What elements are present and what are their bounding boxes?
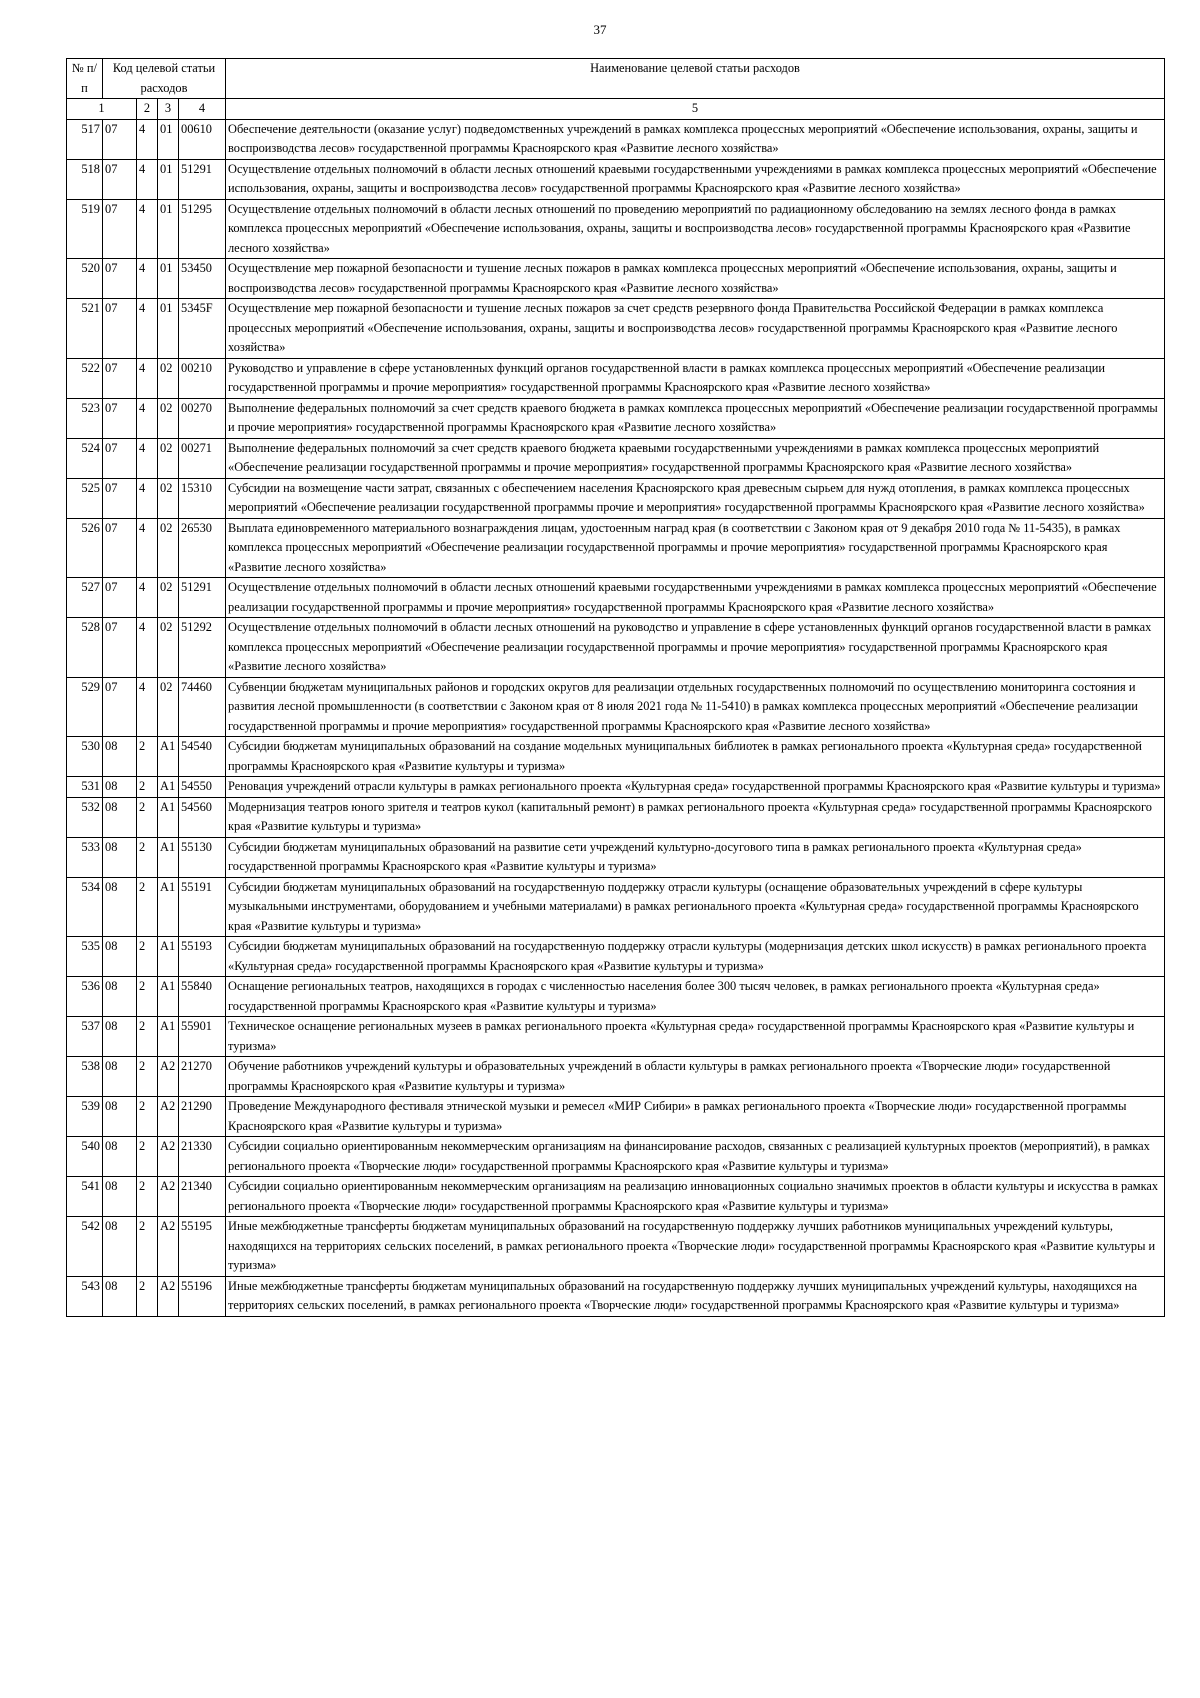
row-number: 540 <box>67 1137 103 1177</box>
code-direction: 54540 <box>179 737 226 777</box>
code-subprogram: 2 <box>137 1137 158 1177</box>
code-direction: 00270 <box>179 398 226 438</box>
table-row <box>67 877 1165 937</box>
row-number: 524 <box>67 438 103 478</box>
row-number: 531 <box>67 777 103 798</box>
code-subprogram: 4 <box>137 618 158 678</box>
code-program: 08 <box>103 1276 137 1316</box>
column-number-3: 3 <box>158 99 179 120</box>
code-subprogram: 4 <box>137 159 158 199</box>
col-code-header: Код целевой статьи расходов <box>103 59 226 99</box>
code-direction: 51291 <box>179 159 226 199</box>
code-event: 02 <box>158 438 179 478</box>
code-direction: 55130 <box>179 837 226 877</box>
table-row <box>67 518 1165 578</box>
expense-description: Руководство и управление в сфере установленных функций органов государственной власти в рамках комплекса процессных мероприятий «Обеспечение реализации государственной программы и прочие мероприятия» государственной программы Красноярского края «Развитие лесного хозяйства» <box>226 358 1165 398</box>
code-program: 07 <box>103 199 137 259</box>
code-program: 07 <box>103 438 137 478</box>
code-direction: 55191 <box>179 877 226 937</box>
code-subprogram: 4 <box>137 518 158 578</box>
row-number: 530 <box>67 737 103 777</box>
code-direction: 00210 <box>179 358 226 398</box>
expense-description: Субсидии бюджетам муниципальных образований на государственную поддержку отрасли культуры (оснащение образовательных учреждений в сфере культуры музыкальными инструментами, оборудованием и учебными материалами) в рамках регионального проекта «Культурная среда» государственной программы Красноярского края «Развитие культуры и туризма» <box>226 877 1165 937</box>
code-program: 08 <box>103 1097 137 1137</box>
code-event: 02 <box>158 677 179 737</box>
code-program: 07 <box>103 478 137 518</box>
row-number: 532 <box>67 797 103 837</box>
code-subprogram: 2 <box>137 1017 158 1057</box>
code-subprogram: 2 <box>137 1276 158 1316</box>
code-subprogram: 4 <box>137 358 158 398</box>
expense-description: Осуществление отдельных полномочий в области лесных отношений краевыми государственными учреждениями в рамках комплекса процессных мероприятий «Обеспечение использования, охраны, защиты и воспроизводства лесов» государственной программы Красноярского края «Развитие лесного хозяйства» <box>226 159 1165 199</box>
expense-description: Оснащение региональных театров, находящихся в городах с численностью населения более 300 тысяч человек, в рамках регионального проекта «Культурная среда» государственной программы Красноярского края «Развитие культуры и туризма» <box>226 977 1165 1017</box>
code-direction: 55840 <box>179 977 226 1017</box>
row-number: 518 <box>67 159 103 199</box>
expense-description: Осуществление мер пожарной безопасности и тушение лесных пожаров за счет средств резервного фонда Правительства Российской Федерации в рамках комплекса процессных мероприятий «Обеспечение использования, охраны, защиты и воспроизводства лесов» государственной программы Красноярского края «Развитие лесного хозяйства» <box>226 299 1165 359</box>
col-name-header: Наименование целевой статьи расходов <box>226 59 1165 99</box>
code-direction: 54550 <box>179 777 226 798</box>
table-row <box>67 259 1165 299</box>
row-number: 522 <box>67 358 103 398</box>
code-event: А2 <box>158 1177 179 1217</box>
expense-description: Обеспечение деятельности (оказание услуг) подведомственных учреждений в рамках комплекса процессных мероприятий «Обеспечение использования, охраны, защиты и воспроизводства лесов» государственной программы Красноярского края «Развитие лесного хозяйства» <box>226 119 1165 159</box>
code-event: А1 <box>158 837 179 877</box>
code-program: 08 <box>103 797 137 837</box>
table-row <box>67 578 1165 618</box>
code-event: 01 <box>158 259 179 299</box>
code-subprogram: 4 <box>137 478 158 518</box>
code-event: А1 <box>158 977 179 1017</box>
code-direction: 21330 <box>179 1137 226 1177</box>
expense-description: Осуществление отдельных полномочий в области лесных отношений по проведению мероприятий по радиационному обследованию на землях лесного фонда в рамках комплекса процессных мероприятий «Обеспечение использования, охраны, защиты и воспроизводства лесов» государственной программы Красноярского края «Развитие лесного хозяйства» <box>226 199 1165 259</box>
code-program: 07 <box>103 159 137 199</box>
table-row <box>67 797 1165 837</box>
expense-description: Субсидии социально ориентированным некоммерческим организациям на реализацию инновационных социально значимых проектов в области культуры и искусства в рамках регионального проекта «Творческие люди» государственной программы Красноярского края «Развитие культуры и туризма» <box>226 1177 1165 1217</box>
code-subprogram: 4 <box>137 398 158 438</box>
expense-description: Модернизация театров юного зрителя и театров кукол (капитальный ремонт) в рамках регионального проекта «Культурная среда» государственной программы Красноярского края «Развитие культуры и туризма» <box>226 797 1165 837</box>
expense-description: Техническое оснащение региональных музеев в рамках регионального проекта «Культурная среда» государственной программы Красноярского края «Развитие культуры и туризма» <box>226 1017 1165 1057</box>
code-direction: 55193 <box>179 937 226 977</box>
table-row <box>67 1057 1165 1097</box>
row-number: 517 <box>67 119 103 159</box>
expense-description: Выполнение федеральных полномочий за счет средств краевого бюджета краевыми государственными учреждениями в рамках комплекса процессных мероприятий «Обеспечение реализации государственной программы и прочие мероприятия» государственной программы Красноярского края «Развитие лесного хозяйства» <box>226 438 1165 478</box>
code-program: 07 <box>103 518 137 578</box>
table-row <box>67 1276 1165 1316</box>
code-program: 07 <box>103 259 137 299</box>
table-row <box>67 977 1165 1017</box>
expense-description: Иные межбюджетные трансферты бюджетам муниципальных образований на государственную поддержку лучших работников муниципальных учреждений культуры, находящихся на территориях сельских поселений, в рамках регионального проекта «Творческие люди» государственной программы Красноярского края «Развитие культуры и туризма» <box>226 1217 1165 1277</box>
row-number: 521 <box>67 299 103 359</box>
code-subprogram: 4 <box>137 438 158 478</box>
row-number: 538 <box>67 1057 103 1097</box>
code-program: 08 <box>103 1217 137 1277</box>
row-number: 542 <box>67 1217 103 1277</box>
code-direction: 55196 <box>179 1276 226 1316</box>
code-event: А1 <box>158 1017 179 1057</box>
expense-description: Субсидии бюджетам муниципальных образований на создание модельных муниципальных библиотек в рамках регионального проекта «Культурная среда» государственной программы Красноярского края «Развитие культуры и туризма» <box>226 737 1165 777</box>
column-number-1: 1 <box>67 99 137 120</box>
row-number: 520 <box>67 259 103 299</box>
row-number: 541 <box>67 1177 103 1217</box>
code-subprogram: 2 <box>137 1177 158 1217</box>
table-row <box>67 398 1165 438</box>
col-no-header: № п/п <box>67 59 103 99</box>
code-subprogram: 4 <box>137 259 158 299</box>
code-event: 01 <box>158 199 179 259</box>
expense-description: Осуществление мер пожарной безопасности и тушение лесных пожаров в рамках комплекса процессных мероприятий «Обеспечение использования, охраны, защиты и воспроизводства лесов» государственной программы Красноярского края «Развитие лесного хозяйства» <box>226 259 1165 299</box>
row-number: 523 <box>67 398 103 438</box>
row-number: 525 <box>67 478 103 518</box>
code-program: 07 <box>103 398 137 438</box>
code-subprogram: 2 <box>137 877 158 937</box>
code-program: 07 <box>103 677 137 737</box>
code-subprogram: 4 <box>137 299 158 359</box>
code-subprogram: 2 <box>137 797 158 837</box>
column-number-5: 5 <box>226 99 1165 120</box>
code-program: 07 <box>103 578 137 618</box>
table-body <box>67 119 1165 1316</box>
code-program: 07 <box>103 618 137 678</box>
code-direction: 74460 <box>179 677 226 737</box>
expense-description: Реновация учреждений отрасли культуры в рамках регионального проекта «Культурная среда» государственной программы Красноярского края «Развитие культуры и туризма» <box>226 777 1165 798</box>
code-subprogram: 2 <box>137 837 158 877</box>
target-expense-table <box>66 58 1165 1317</box>
code-event: А1 <box>158 877 179 937</box>
column-number-4: 4 <box>179 99 226 120</box>
code-direction: 5345F <box>179 299 226 359</box>
code-program: 08 <box>103 977 137 1017</box>
table-row <box>67 618 1165 678</box>
page-number: 37 <box>593 22 607 37</box>
row-number: 537 <box>67 1017 103 1057</box>
table-row <box>67 837 1165 877</box>
code-event: 01 <box>158 159 179 199</box>
code-event: А2 <box>158 1097 179 1137</box>
code-program: 08 <box>103 1057 137 1097</box>
code-direction: 21340 <box>179 1177 226 1217</box>
row-number: 529 <box>67 677 103 737</box>
code-direction: 55195 <box>179 1217 226 1277</box>
code-subprogram: 4 <box>137 578 158 618</box>
code-event: 02 <box>158 518 179 578</box>
code-event: 01 <box>158 119 179 159</box>
table-row <box>67 1177 1165 1217</box>
expense-description: Субсидии бюджетам муниципальных образований на развитие сети учреждений культурно-досугового типа в рамках регионального проекта «Культурная среда» государственной программы Красноярского края «Развитие культуры и туризма» <box>226 837 1165 877</box>
code-subprogram: 4 <box>137 119 158 159</box>
code-program: 08 <box>103 1017 137 1057</box>
row-number: 533 <box>67 837 103 877</box>
row-number: 519 <box>67 199 103 259</box>
table-row <box>67 677 1165 737</box>
code-program: 08 <box>103 737 137 777</box>
code-event: 01 <box>158 299 179 359</box>
expense-description: Иные межбюджетные трансферты бюджетам муниципальных образований на государственную поддержку лучших муниципальных учреждений культуры, находящихся на территориях сельских поселений, в рамках регионального проекта «Творческие люди» государственной программы Красноярского края «Развитие культуры и туризма» <box>226 1276 1165 1316</box>
code-direction: 55901 <box>179 1017 226 1057</box>
code-program: 08 <box>103 1177 137 1217</box>
column-number-2: 2 <box>137 99 158 120</box>
table-row <box>67 1217 1165 1277</box>
code-event: 02 <box>158 358 179 398</box>
code-event: 02 <box>158 578 179 618</box>
expense-description: Проведение Международного фестиваля этнической музыки и ремесел «МИР Сибири» в рамках регионального проекта «Творческие люди» государственной программы Красноярского края «Развитие культуры и туризма» <box>226 1097 1165 1137</box>
table-row <box>67 358 1165 398</box>
code-direction: 51292 <box>179 618 226 678</box>
code-program: 08 <box>103 877 137 937</box>
row-number: 543 <box>67 1276 103 1316</box>
expense-description: Субсидии социально ориентированным некоммерческим организациям на финансирование расходов, связанных с реализацией культурных проектов (мероприятий), в рамках регионального проекта «Творческие люди» государственной программы Красноярского края «Развитие культуры и туризма» <box>226 1137 1165 1177</box>
code-direction: 15310 <box>179 478 226 518</box>
code-subprogram: 2 <box>137 937 158 977</box>
code-event: А2 <box>158 1137 179 1177</box>
code-direction: 51295 <box>179 199 226 259</box>
row-number: 536 <box>67 977 103 1017</box>
code-subprogram: 4 <box>137 199 158 259</box>
row-number: 539 <box>67 1097 103 1137</box>
code-subprogram: 2 <box>137 1097 158 1137</box>
code-event: А1 <box>158 937 179 977</box>
code-program: 07 <box>103 299 137 359</box>
code-event: 02 <box>158 398 179 438</box>
code-direction: 00271 <box>179 438 226 478</box>
code-subprogram: 2 <box>137 1057 158 1097</box>
code-event: А1 <box>158 797 179 837</box>
code-event: 02 <box>158 618 179 678</box>
row-number: 526 <box>67 518 103 578</box>
code-direction: 54560 <box>179 797 226 837</box>
table-row <box>67 1017 1165 1057</box>
code-event: А2 <box>158 1057 179 1097</box>
expense-description: Субсидии бюджетам муниципальных образований на государственную поддержку отрасли культуры (модернизация детских школ искусств) в рамках регионального проекта «Культурная среда» государственной программы Красноярского края «Развитие культуры и туризма» <box>226 937 1165 977</box>
table-row <box>67 737 1165 777</box>
code-event: 02 <box>158 478 179 518</box>
code-event: А2 <box>158 1217 179 1277</box>
code-subprogram: 2 <box>137 977 158 1017</box>
table-row <box>67 478 1165 518</box>
row-number: 528 <box>67 618 103 678</box>
table-row <box>67 1137 1165 1177</box>
code-program: 08 <box>103 937 137 977</box>
table-row <box>67 299 1165 359</box>
row-number: 534 <box>67 877 103 937</box>
table-row <box>67 159 1165 199</box>
column-number-row <box>67 99 1165 120</box>
row-number: 535 <box>67 937 103 977</box>
code-direction: 00610 <box>179 119 226 159</box>
table-row <box>67 199 1165 259</box>
expense-description: Субвенции бюджетам муниципальных районов и городских округов для реализации отдельных государственных полномочий по осуществлению мониторинга состояния и развития лесной промышленности (в соответствии с Законом края от 8 июля 2021 года № 11-5410) в рамках комплекса процессных мероприятий «Обеспечение реализации государственной программы и прочие мероприятия» государственной программы Красноярского края «Развитие лесного хозяйства» <box>226 677 1165 737</box>
code-program: 08 <box>103 1137 137 1177</box>
expense-description: Выполнение федеральных полномочий за счет средств краевого бюджета в рамках комплекса процессных мероприятий «Обеспечение реализации государственной программы и прочие мероприятия» государственной программы Красноярского края «Развитие лесного хозяйства» <box>226 398 1165 438</box>
code-direction: 53450 <box>179 259 226 299</box>
header-row <box>67 59 1165 99</box>
code-subprogram: 2 <box>137 737 158 777</box>
code-event: А2 <box>158 1276 179 1316</box>
code-subprogram: 4 <box>137 677 158 737</box>
table-row <box>67 777 1165 798</box>
expense-description: Осуществление отдельных полномочий в области лесных отношений краевыми государственными учреждениями в рамках комплекса процессных мероприятий «Обеспечение реализации государственной программы и прочие мероприятия» государственной программы Красноярского края «Развитие лесного хозяйства» <box>226 578 1165 618</box>
table-row <box>67 438 1165 478</box>
expense-description: Субсидии на возмещение части затрат, связанных с обеспечением населения Красноярского края древесным сырьем для нужд отопления, в рамках комплекса процессных мероприятий «Обеспечение реализации государственной программы прочие и мероприятия» государственной программы Красноярского края «Развитие лесного хозяйства» <box>226 478 1165 518</box>
table-row <box>67 119 1165 159</box>
table-row <box>67 1097 1165 1137</box>
code-program: 08 <box>103 777 137 798</box>
code-direction: 21270 <box>179 1057 226 1097</box>
code-program: 07 <box>103 358 137 398</box>
code-subprogram: 2 <box>137 1217 158 1277</box>
code-direction: 21290 <box>179 1097 226 1137</box>
row-number: 527 <box>67 578 103 618</box>
code-event: А1 <box>158 737 179 777</box>
code-direction: 51291 <box>179 578 226 618</box>
table-row <box>67 937 1165 977</box>
code-event: А1 <box>158 777 179 798</box>
code-program: 07 <box>103 119 137 159</box>
code-direction: 26530 <box>179 518 226 578</box>
code-program: 08 <box>103 837 137 877</box>
expense-description: Осуществление отдельных полномочий в области лесных отношений на руководство и управление в сфере установленных функций органов государственной власти в рамках комплекса процессных мероприятий «Обеспечение реализации государственной программы и прочие мероприятия» государственной программы Красноярского края «Развитие лесного хозяйства» <box>226 618 1165 678</box>
expense-description: Выплата единовременного материального вознаграждения лицам, удостоенным наград края (в соответствии с Законом края от 9 декабря 2010 года № 11-5435), в рамках комплекса процессных мероприятий «Обеспечение реализации государственной программы и прочие мероприятия» государственной программы Красноярского края «Развитие лесного хозяйства» <box>226 518 1165 578</box>
code-subprogram: 2 <box>137 777 158 798</box>
expense-description: Обучение работников учреждений культуры и образовательных учреждений в области культуры в рамках регионального проекта «Творческие люди» государственной программы Красноярского края «Развитие культуры и туризма» <box>226 1057 1165 1097</box>
